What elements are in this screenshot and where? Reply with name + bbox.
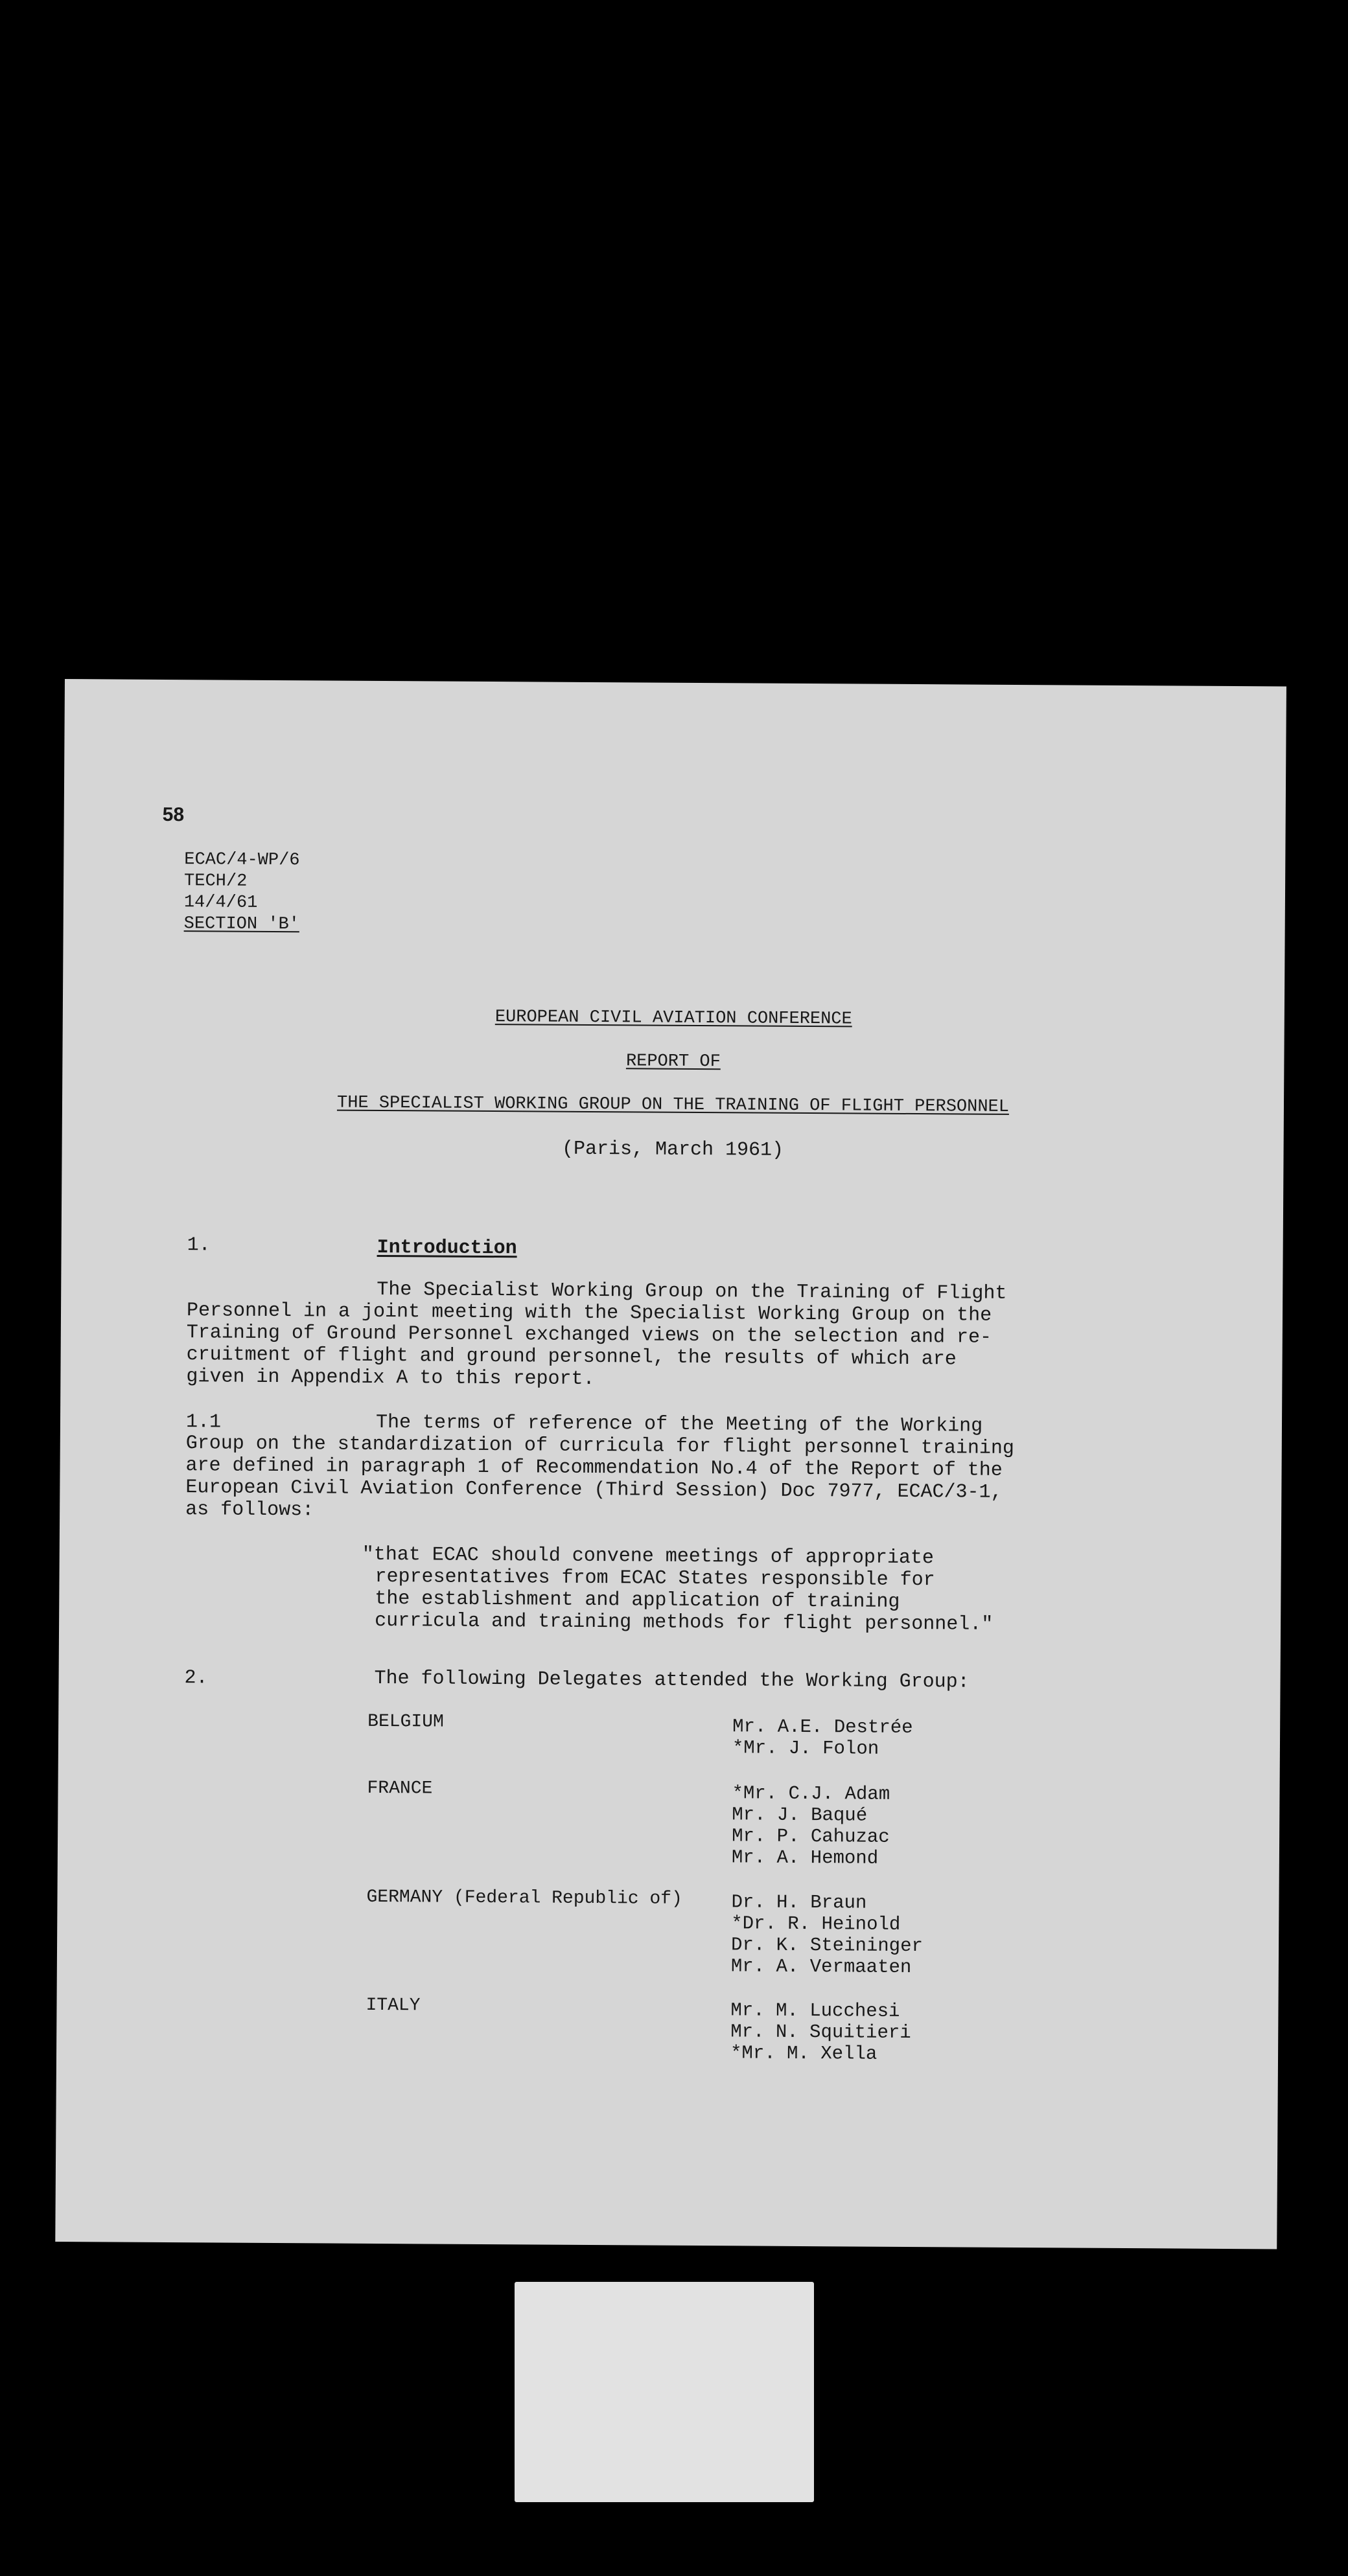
document-page xyxy=(55,679,1286,2249)
section-1-line-1: The Specialist Working Group on the Training of Flight xyxy=(377,1278,1007,1305)
section-1-number: 1. xyxy=(187,1234,211,1257)
delegate: *Mr. M. Xella xyxy=(730,2042,877,2065)
country-germany: GERMANY (Federal Republic of) xyxy=(366,1887,682,1909)
country-france: FRANCE xyxy=(367,1778,433,1799)
delegate: Mr. N. Squitieri xyxy=(730,2021,911,2044)
section-1-line-3: Training of Ground Personnel exchanged views on the selection and re- xyxy=(186,1322,992,1349)
report-of: REPORT OF xyxy=(625,1052,721,1072)
section-1-heading: Introduction xyxy=(377,1236,517,1260)
section-1-1-line-1: The terms of reference of the Meeting of the Working xyxy=(375,1411,983,1438)
delegate: Mr. P. Cahuzac xyxy=(732,1825,890,1848)
ref-committee: TECH/2 xyxy=(184,871,248,891)
conference-title: EUROPEAN CIVIL AVIATION CONFERENCE xyxy=(494,1007,852,1029)
section-1-1-line-2: Group on the standardization of curricula for flight personnel training xyxy=(185,1432,1015,1460)
quote-line-3: the establishment and application of training xyxy=(375,1587,900,1613)
delegate: Mr. A. Hemond xyxy=(731,1846,879,1869)
delegate: Dr. H. Braun xyxy=(731,1891,867,1914)
section-1-1-line-5: as follows: xyxy=(185,1499,314,1522)
section-1-line-4: cruitment of flight and ground personnel, the results of which are xyxy=(186,1344,957,1371)
delegate: *Dr. R. Heinold xyxy=(731,1913,901,1935)
delegate: Mr. A.E. Destrée xyxy=(732,1716,913,1739)
place-date: (Paris, March 1961) xyxy=(561,1138,784,1162)
film-frame-tab xyxy=(515,2282,814,2502)
quote-line-4: curricula and training methods for flight personnel." xyxy=(375,1609,994,1636)
delegate: Mr. A. Vermaaten xyxy=(730,1955,912,1979)
section-1-1-line-3: are defined in paragraph 1 of Recommendation No.4 of the Report of the xyxy=(185,1455,1003,1482)
section-2-intro: The following Delegates attended the Working Group: xyxy=(374,1667,970,1694)
section-1-1-number: 1.1 xyxy=(185,1411,222,1434)
country-italy: ITALY xyxy=(366,1995,421,2016)
section-1-1-line-4: European Civil Aviation Conference (Third Session) Doc 7977, ECAC/3-1, xyxy=(185,1477,1003,1504)
ref-date: 14/4/61 xyxy=(183,893,258,913)
delegate: Mr. M. Lucchesi xyxy=(730,1999,900,2022)
section-2-number: 2. xyxy=(184,1667,208,1690)
quote-line-1: "that ECAC should convene meetings of appropriate xyxy=(362,1543,934,1570)
quote-line-2: representatives from ECAC States responsible for xyxy=(375,1565,935,1592)
delegate: Dr. K. Steininger xyxy=(730,1934,924,1957)
group-title: THE SPECIALIST WORKING GROUP ON THE TRAINING OF FLIGHT PERSONNEL xyxy=(336,1093,1010,1117)
ref-section: SECTION 'B' xyxy=(183,914,300,935)
section-1-line-5: given in Appendix A to this report. xyxy=(186,1366,595,1391)
section-1-line-2: Personnel in a joint meeting with the Specialist Working Group on the xyxy=(186,1300,992,1327)
page-number: 58 xyxy=(162,803,185,826)
delegate: Mr. J. Baqué xyxy=(732,1804,868,1826)
ref-document: ECAC/4-WP/6 xyxy=(184,850,300,871)
country-belgium: BELGIUM xyxy=(367,1711,444,1732)
delegate: *Mr. J. Folon xyxy=(732,1737,879,1760)
delegate: *Mr. C.J. Adam xyxy=(732,1782,890,1805)
